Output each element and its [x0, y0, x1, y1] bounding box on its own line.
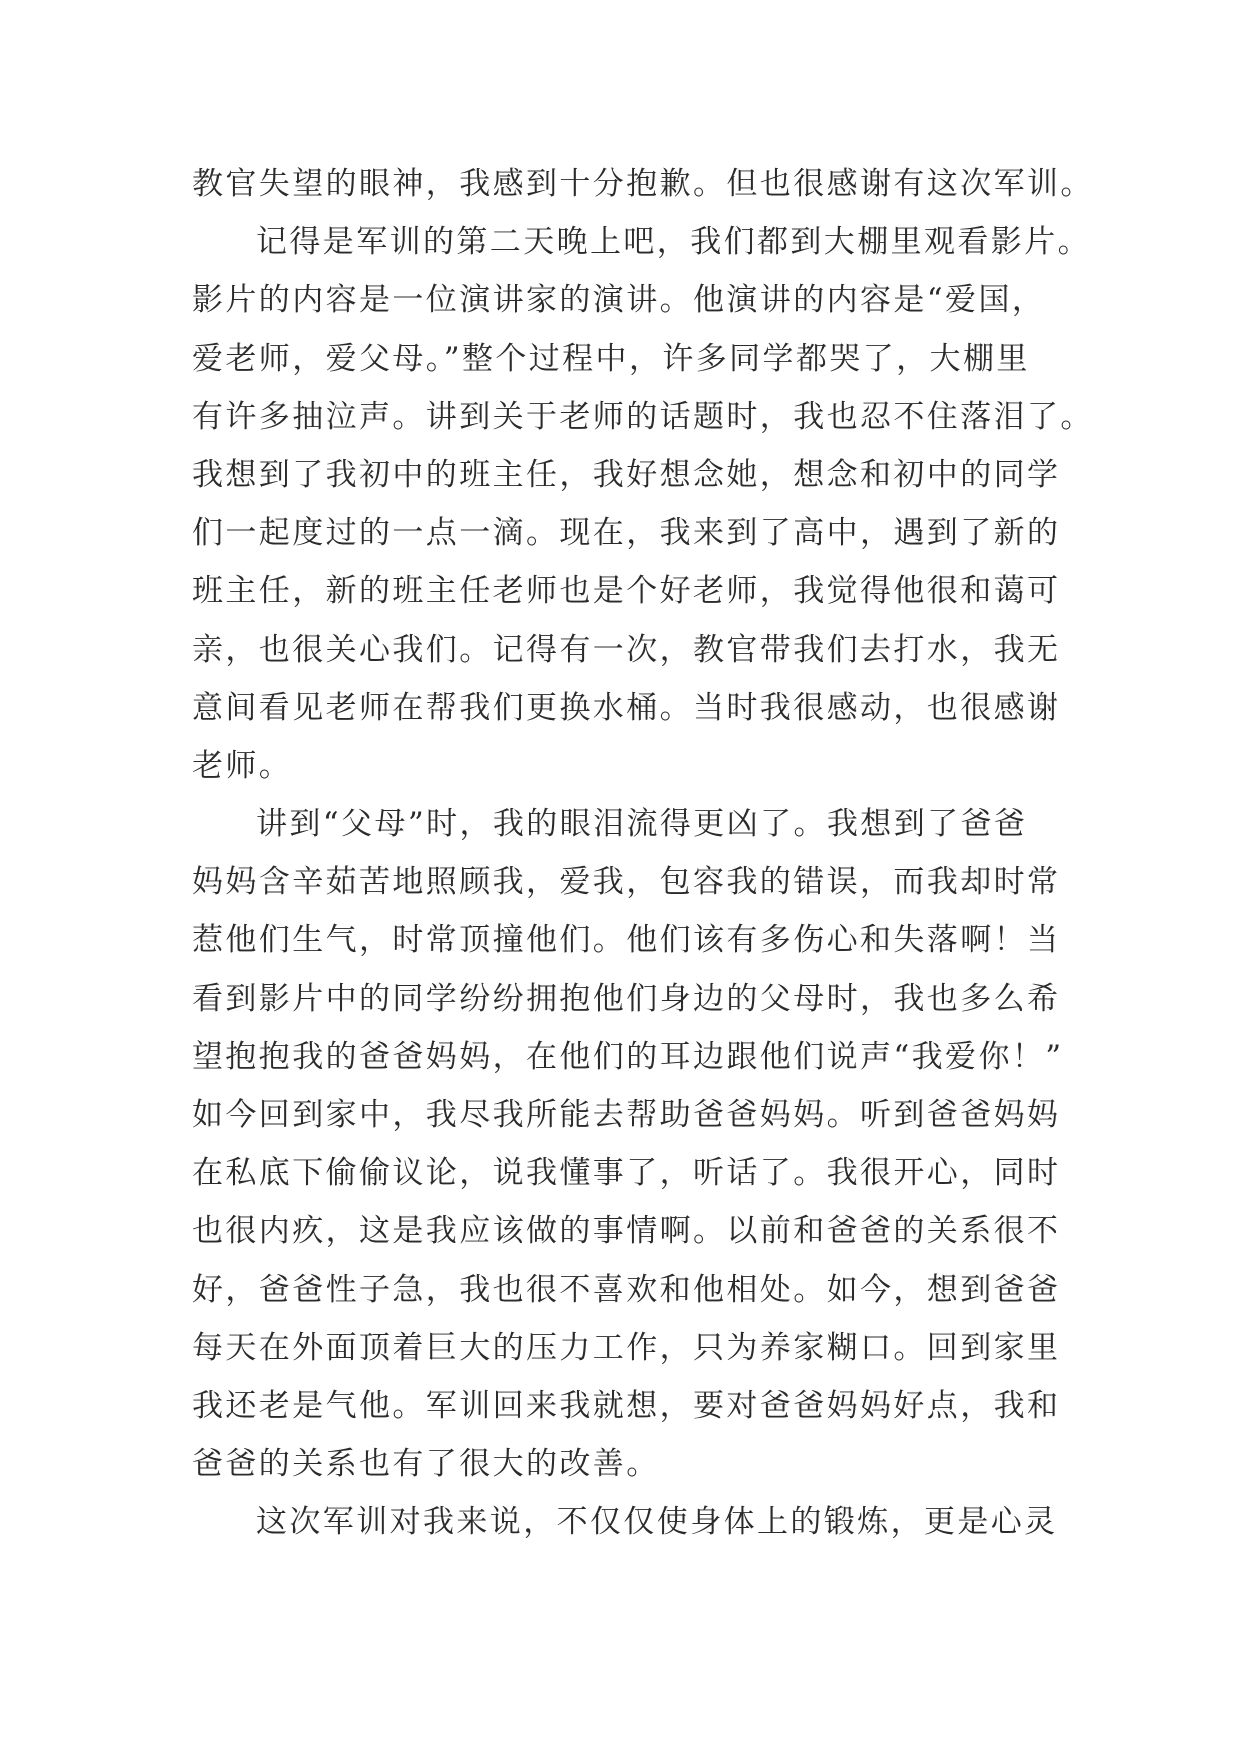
text-line: 影片的内容是一位演讲家的演讲。他演讲的内容是“爱国，: [192, 282, 1046, 319]
text-line: 讲到“父母”时，我的眼泪流得更凶了。我想到了爸爸: [256, 806, 1028, 843]
text-line: 妈妈含辛茹苦地照顾我，爱我，包容我的错误，而我却时常: [192, 864, 1061, 901]
text-line: 望抱抱我的爸爸妈妈，在他们的耳边跟他们说声“我爱你！”: [192, 1038, 1064, 1075]
text-line: 爱老师，爱父母。”整个过程中，许多同学都哭了，大棚里: [192, 340, 1030, 377]
text-line: 好，爸爸性子急，我也很不喜欢和他相处。如今，想到爸爸: [192, 1271, 1061, 1308]
text-line: 记得是军训的第二天晚上吧，我们都到大棚里观看影片。: [256, 224, 1091, 261]
text-line: 教官失望的眼神，我感到十分抱歉。但也很感谢有这次军训。: [192, 166, 1094, 202]
text-line: 也很内疚，这是我应该做的事情啊。以前和爸爸的关系很不: [192, 1213, 1061, 1250]
text-line: 惹他们生气，时常顶撞他们。他们该有多伤心和失落啊！当: [192, 922, 1061, 959]
text-line: 看到影片中的同学纷纷拥抱他们身边的父母时，我也多么希: [192, 980, 1061, 1017]
text-line: 爸爸的关系也有了很大的改善。: [192, 1446, 660, 1483]
text-line: 每天在外面顶着巨大的压力工作，只为养家糊口。回到家里: [192, 1329, 1061, 1366]
text-line: 亲，也很关心我们。记得有一次，教官带我们去打水，我无: [192, 631, 1061, 668]
text-line: 有许多抽泣声。讲到关于老师的话题时，我也忍不住落泪了。: [192, 398, 1094, 435]
document-body: [192, 155, 1092, 1552]
text-line: 我还老是气他。军训回来我就想，要对爸爸妈妈好点，我和: [192, 1387, 1061, 1424]
text-line: 们一起度过的一点一滴。现在，我来到了高中，遇到了新的: [192, 515, 1061, 552]
text-line: 如今回到家中，我尽我所能去帮助爸爸妈妈。听到爸爸妈妈: [192, 1097, 1061, 1133]
text-line: 班主任，新的班主任老师也是个好老师，我觉得他很和蔼可: [192, 573, 1061, 610]
text-line: 在私底下偷偷议论，说我懂事了，听话了。我很开心，同时: [192, 1155, 1061, 1192]
text-line: 这次军训对我来说，不仅仅使身体上的锻炼，更是心灵: [256, 1504, 1058, 1541]
text-line: 老师。: [192, 747, 293, 784]
text-line: 意间看见老师在帮我们更换水桶。当时我很感动，也很感谢: [192, 689, 1061, 726]
text-line: 我想到了我初中的班主任，我好想念她，想念和初中的同学: [192, 456, 1061, 493]
